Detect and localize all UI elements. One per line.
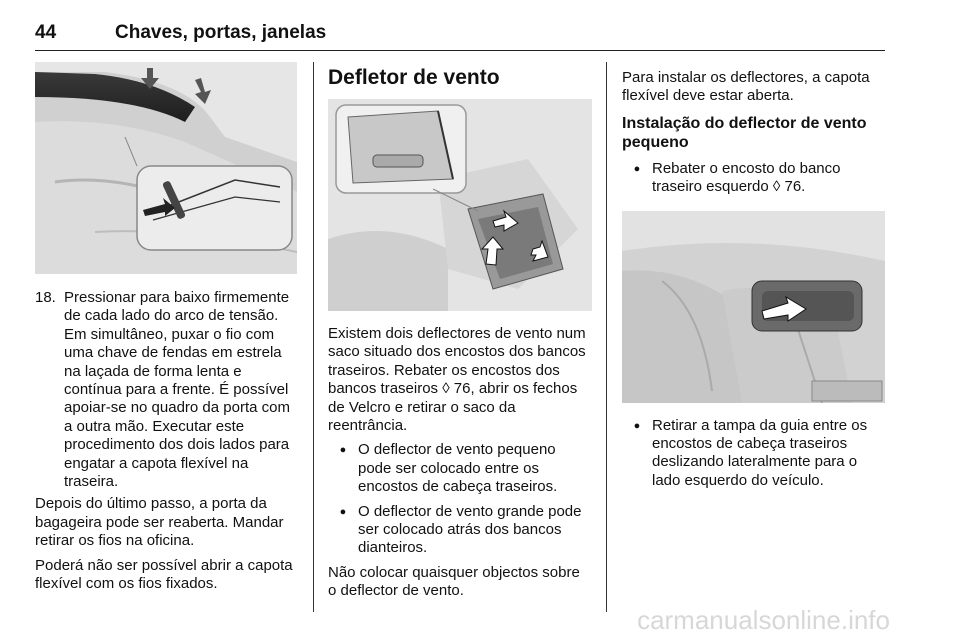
column-divider <box>313 62 314 612</box>
step-18 <box>35 289 297 491</box>
headrest-cover-illustration <box>622 211 885 403</box>
bullet-icon: ● <box>339 444 347 457</box>
column-middle <box>328 62 592 607</box>
soft-top-tension-illustration <box>35 62 297 274</box>
list-item: ● Retirar a tampa da guia entre os encostos de cabeça traseiros deslizando lateralmente para o lado esquerdo do veículo. <box>622 417 885 491</box>
page-header <box>35 0 885 51</box>
list-item: ● O deflector de vento pequeno pode ser colocado entre os encostos de cabeça traseiros. <box>328 441 592 496</box>
bullet-list <box>622 417 885 491</box>
page-number: 44 <box>35 22 57 43</box>
bullet-icon: ● <box>339 505 347 518</box>
step-number: 18. <box>35 289 56 306</box>
bullet-list <box>328 441 592 557</box>
paragraph: Poderá não ser possível abrir a capota flexível com os fios fixados. <box>35 556 293 593</box>
bullet-icon: ● <box>633 419 641 432</box>
wind-deflector-bag-illustration <box>328 99 592 311</box>
paragraph: Depois do último passo, a porta da bagageira pode ser reaberta. Mandar retirar os fios na oficina. <box>35 495 284 550</box>
watermark: carmanualsonline.info <box>637 605 890 635</box>
paragraph: Não colocar quaisquer objectos sobre o deflector de vento. <box>328 563 580 600</box>
list-item: ● O deflector de vento grande pode ser colocado atrás dos bancos dianteiros. <box>328 503 592 558</box>
list-item: ● Rebater o encosto do banco traseiro esquerdo ◊ 76. <box>622 160 885 197</box>
section-title: Chaves, portas, janelas <box>115 22 327 43</box>
subsection-heading: Instalação do deflector de vento pequeno <box>622 114 867 151</box>
step-text: Pressionar para baixo firmemente de cada lado do arco de tensão. Em simultâneo, puxar o fio com uma chave de fendas em estrela na laçada de forma lenta e contínua para a frente. É possível apoiar-se no quadro da porta com a outra mão. Executar este procedimento dos dois lados para engatar a capota flexível na traseira. <box>64 289 290 491</box>
paragraph: Para instalar os deflectores, a capota flexível deve estar aberta. <box>622 69 870 105</box>
column-right <box>622 62 885 496</box>
bullet-icon: ● <box>633 162 641 175</box>
bullet-list <box>622 160 885 197</box>
column-divider <box>606 62 607 612</box>
paragraph: Existem dois deflectores de vento num saco situado dos encostos dos bancos traseiros. Rebater os encostos dos bancos traseiros ◊ 76, abrir os fechos de Velcro e retirar o saco da reentrância. <box>328 325 586 435</box>
column-left <box>35 62 297 600</box>
section-heading: Defletor de vento <box>328 66 500 89</box>
